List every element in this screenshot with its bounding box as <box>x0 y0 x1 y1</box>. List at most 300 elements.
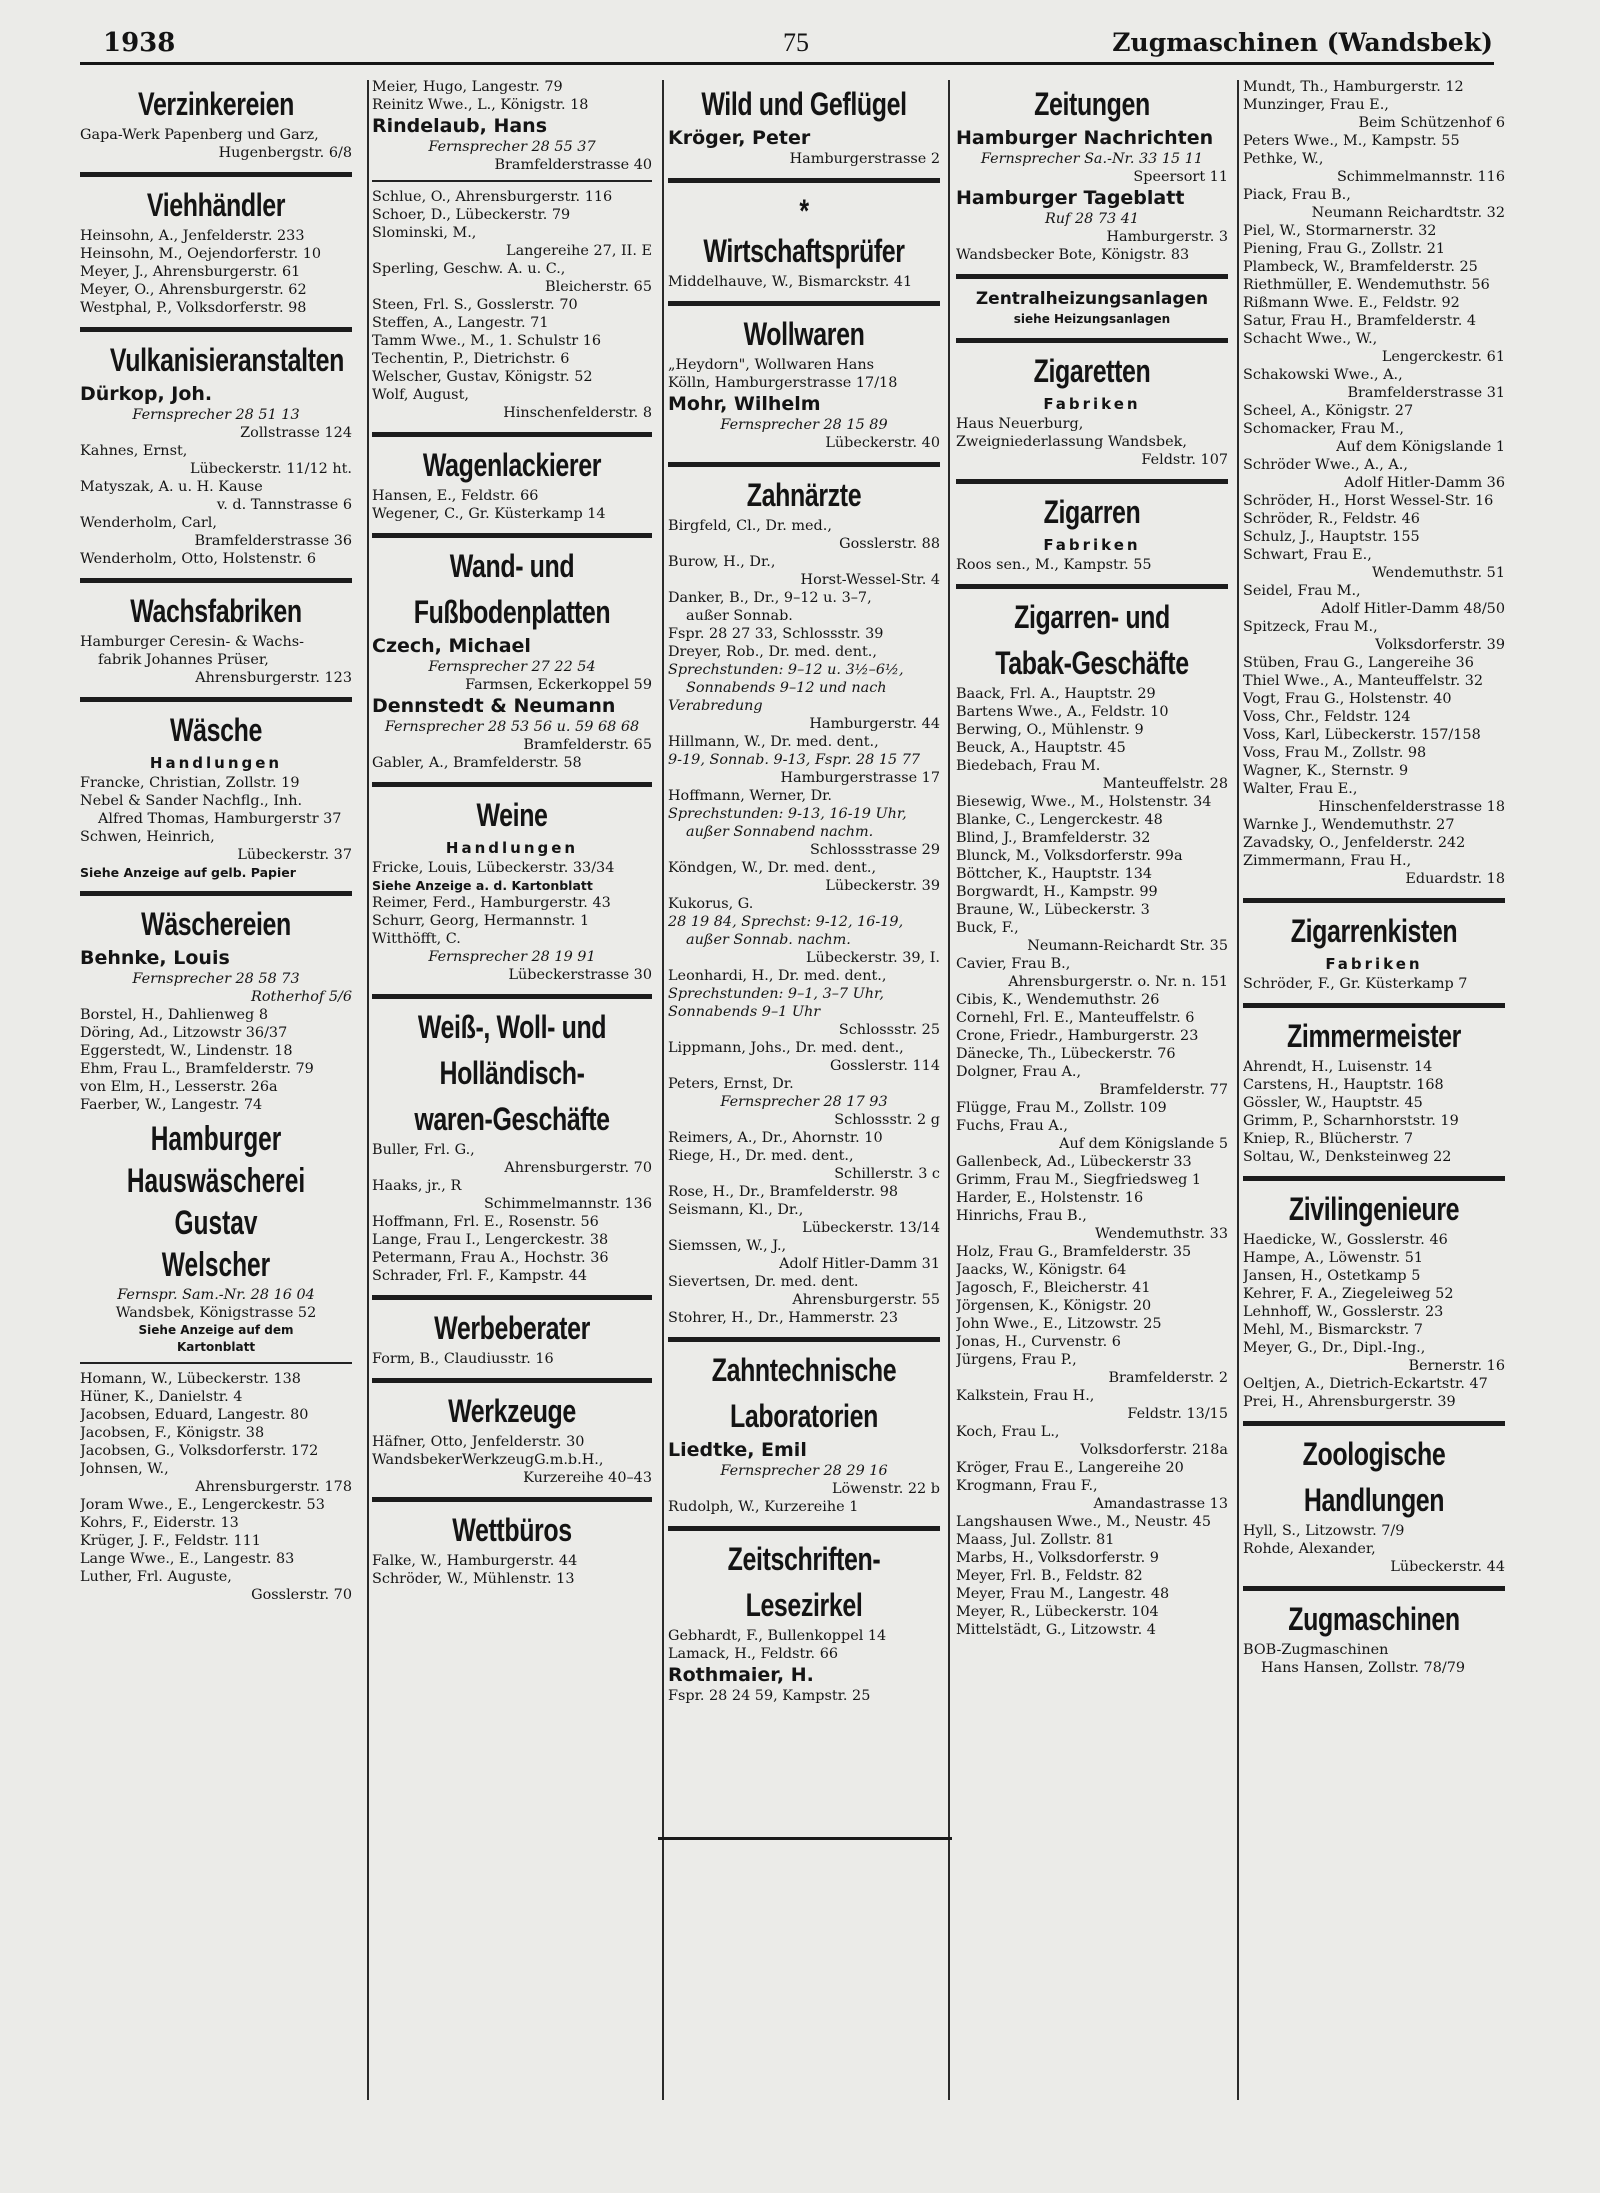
listing-bold: Dürkop, Joh. <box>80 383 213 405</box>
column-5 <box>1243 78 1505 2093</box>
listing-address: Hinschenfelderstrasse 18 <box>1318 799 1505 815</box>
listing: Jaacks, W., Königstr. 64 <box>956 1262 1127 1278</box>
listing: Leonhardi, H., Dr. med. dent., <box>668 968 887 984</box>
listing: Steffen, A., Langestr. 71 <box>372 315 549 331</box>
section-heading: Zoologische <box>1302 1436 1446 1472</box>
listing: Hillmann, W., Dr. med. dent., <box>668 734 879 750</box>
listing: Borstel, H., Dahlienweg 8 <box>80 1007 268 1023</box>
section-rule <box>80 578 352 583</box>
listing: Gallenbeck, Ad., Lübeckerstr 33 <box>956 1154 1192 1170</box>
listing-address: Bernerstr. 16 <box>1408 1358 1505 1374</box>
listing: Faerber, W., Langestr. 74 <box>80 1097 263 1113</box>
listing: Luther, Frl. Auguste, <box>80 1569 232 1585</box>
listing-address: Bramfelderstrasse 36 <box>194 533 352 549</box>
listing: John Wwe., E., Litzowstr. 25 <box>956 1316 1162 1332</box>
listing-address: Langereihe 27, II. E <box>506 243 652 259</box>
section-rule <box>1243 1586 1505 1591</box>
listing: Plambeck, W., Bramfelderstr. 25 <box>1243 259 1478 275</box>
listing: Steen, Frl. S., Gosslerstr. 70 <box>372 297 578 313</box>
listing: Gabler, A., Bramfelderstr. 58 <box>372 755 582 771</box>
section-rule <box>956 479 1228 484</box>
listing-bold: Liedtke, Emil <box>668 1439 807 1461</box>
listing: Wolf, August, <box>372 387 469 403</box>
listing-address: Hinschenfelderstr. 8 <box>503 405 652 421</box>
page-header <box>103 22 1493 66</box>
section-verzinkereien <box>80 84 352 162</box>
listing: Wagner, K., Sternstr. 9 <box>1243 763 1409 779</box>
section-heading: Zeitungen <box>1034 86 1150 122</box>
listing: Warnke J., Wendemuthstr. 27 <box>1243 817 1455 833</box>
section-heading: Zahnärzte <box>746 477 862 513</box>
listing: Jacobsen, Eduard, Langestr. 80 <box>80 1407 309 1423</box>
section-heading: Zimmermeister <box>1287 1018 1461 1054</box>
listing: Riege, H., Dr. med. dent., <box>668 1148 854 1164</box>
column-divider <box>662 80 664 2100</box>
listing-phone: Fernsprecher Sa.-Nr. 33 15 11 <box>980 151 1204 167</box>
header-page-number: 75 <box>783 28 809 57</box>
listing: Johnsen, W., <box>80 1461 169 1477</box>
listing: Lehnhoff, W., Gosslerstr. 23 <box>1243 1304 1444 1320</box>
advert-title: Hamburger <box>150 1120 282 1158</box>
listing: Schoer, D., Lübeckerstr. 79 <box>372 207 571 223</box>
listing-phone: Ruf 28 73 41 <box>1044 211 1140 227</box>
listing: Häfner, Otto, Jenfelderstr. 30 <box>372 1434 585 1450</box>
listing-phone: Fernsprecher 28 17 93 <box>720 1094 888 1110</box>
listing-address: Lübeckerstr. 39, I. <box>805 950 940 966</box>
section-wagenlackierer <box>372 445 652 523</box>
section-heading: Wand- und <box>449 548 575 584</box>
listing: Jürgens, Frau P., <box>956 1352 1077 1368</box>
section-rule <box>1243 898 1505 903</box>
listing: Scheel, A., Königstr. 27 <box>1243 403 1414 419</box>
listing-address: Bramfelderstr. 65 <box>523 737 652 753</box>
listing-address: Löwenstr. 22 b <box>831 1481 940 1497</box>
listing: Lange, Frau I., Lengerckestr. 38 <box>372 1232 609 1248</box>
advert-hauswaescherei <box>80 1118 352 1356</box>
column-divider <box>1237 80 1239 2100</box>
listing: Jacobsen, G., Volksdorferstr. 172 <box>80 1443 319 1459</box>
listing: Spitzeck, Frau M., <box>1243 619 1378 635</box>
listing: Francke, Christian, Zollstr. 19 <box>80 775 300 791</box>
listing-bold: Rindelaub, Hans <box>372 115 548 137</box>
listing: Seismann, Kl., Dr., <box>668 1202 804 1218</box>
section-wollwaren <box>668 314 940 452</box>
section-heading: Weiß-, Woll- und <box>417 1009 607 1045</box>
listing: Walter, Frau E., <box>1243 781 1358 797</box>
section-heading: Zigarren- und <box>1014 599 1170 635</box>
listing: Schurr, Georg, Hermannstr. 1 <box>372 913 590 929</box>
listing: Meyer, O., Ahrensburgerstr. 62 <box>80 282 307 298</box>
listing-bold: Dennstedt & Neumann <box>372 695 616 717</box>
section-rule <box>372 533 652 538</box>
listing: Schröder, F., Gr. Küsterkamp 7 <box>1243 976 1468 992</box>
listing-address: Hamburgerstr. 3 <box>1106 229 1228 245</box>
listing-address: Gosslerstr. 88 <box>839 536 940 552</box>
listing: Meyer, R., Lübeckerstr. 104 <box>956 1604 1159 1620</box>
section-heading: Tabak-Geschäfte <box>995 645 1189 681</box>
listing: Krogmann, Frau F., <box>956 1478 1098 1494</box>
listing: Haus Neuerburg, <box>956 416 1084 432</box>
listing: Welscher, Gustav, Königstr. 52 <box>372 369 593 385</box>
listing: Lamack, H., Feldstr. 66 <box>668 1646 839 1662</box>
listing: Gapa-Werk Papenberg und Garz, <box>80 127 319 143</box>
listing: Rudolph, W., Kurzereihe 1 <box>668 1499 859 1515</box>
listing: Rißmann Wwe. E., Feldstr. 92 <box>1243 295 1460 311</box>
listing-address: Kurzereihe 40–43 <box>523 1470 652 1486</box>
header-year: 1938 <box>103 28 176 58</box>
section-zimmermeister <box>1243 1016 1505 1166</box>
listing: Hans Hansen, Zollstr. 78/79 <box>1261 1660 1466 1676</box>
listing-address: Lübeckerstr. 11/12 ht. <box>189 461 352 477</box>
listing: Schröder, H., Horst Wessel-Str. 16 <box>1243 493 1494 509</box>
section-heading: Laboratorien <box>730 1398 878 1434</box>
section-rule <box>1243 1003 1505 1008</box>
listing-address: Neumann-Reichardt Str. 35 <box>1027 938 1228 954</box>
section-heading: Lesezirkel <box>745 1587 863 1623</box>
listing: Schrader, Frl. F., Kampstr. 44 <box>372 1268 588 1284</box>
section-heading: Zentralheizungsanlagen <box>975 289 1209 309</box>
listing: Burow, H., Dr., <box>668 554 776 570</box>
section-zeitungen <box>956 84 1228 264</box>
listing: Mittelstädt, G., Litzowstr. 4 <box>956 1622 1156 1638</box>
listing: Haaks, jr., R <box>372 1178 462 1194</box>
listing-address: Lübeckerstr. 37 <box>237 847 352 863</box>
listing-address: Schlossstr. 2 g <box>834 1112 940 1128</box>
listing: Kahnes, Ernst, <box>80 443 188 459</box>
column-divider <box>948 80 950 2100</box>
see-reference: siehe Heizungsanlagen <box>1013 312 1171 326</box>
section-rule <box>668 462 940 467</box>
section-zigaretten <box>956 351 1228 469</box>
listing: Krüger, J. F., Feldstr. 111 <box>80 1533 261 1549</box>
listing-hours: außer Sonnabend nachm. <box>686 824 874 840</box>
listing: Piel, W., Stormarnerstr. 32 <box>1243 223 1437 239</box>
listing: Mundt, Th., Hamburgerstr. 12 <box>1243 79 1464 95</box>
section-zeitschriften-lesezirkel <box>668 1539 940 1705</box>
section-rule <box>1243 1176 1505 1181</box>
listing-address: Ahrensburgerstr. 70 <box>504 1160 652 1176</box>
listing: Reinitz Wwe., L., Königstr. 18 <box>372 97 589 113</box>
listing-address: Lübeckerstrasse 30 <box>508 967 652 983</box>
listing: Meier, Hugo, Langestr. 79 <box>372 79 563 95</box>
column-1 <box>80 78 352 2093</box>
listing: Piack, Frau B., <box>1243 187 1351 203</box>
section-heading: Werkzeuge <box>448 1393 576 1429</box>
listing: Jagosch, F., Bleicherstr. 41 <box>956 1280 1151 1296</box>
listing-address: Adolf Hitler-Damm 36 <box>1344 475 1505 491</box>
listing: Schröder Wwe., A., A., <box>1243 457 1408 473</box>
listing-phone: Fernsprecher 28 51 13 <box>132 407 300 423</box>
listing: Pethke, W., <box>1243 151 1324 167</box>
listing: BOB-Zugmaschinen <box>1243 1642 1389 1658</box>
listing-phone: Fernsprecher 28 19 91 <box>428 949 596 965</box>
listing: Schlue, O., Ahrensburgerstr. 116 <box>372 189 613 205</box>
section-heading: Vulkanisieranstalten <box>109 342 344 378</box>
listing: Jacobsen, F., Königstr. 38 <box>80 1425 265 1441</box>
listing: Schröder, R., Feldstr. 46 <box>1243 511 1420 527</box>
listing: Fuchs, Frau A., <box>956 1118 1068 1134</box>
section-heading: Wäschereien <box>141 906 291 942</box>
listing: Schomacker, Frau M., <box>1243 421 1404 437</box>
listing: Fricke, Louis, Lübeckerstr. 33/34 <box>372 860 615 876</box>
section-heading: waren-Geschäfte <box>414 1101 610 1137</box>
listing: Kölln, Hamburgerstrasse 17/18 <box>668 375 898 391</box>
listing-address: Hugenbergstr. 6/8 <box>218 145 352 161</box>
listing-phone: Fernsprecher 28 15 89 <box>720 417 888 433</box>
page-end-rule <box>658 1837 952 1840</box>
section-subheading: Fabriken <box>1325 955 1423 973</box>
listing: Harder, E., Holstenstr. 16 <box>956 1190 1144 1206</box>
listing: Meyer, Frau M., Langestr. 48 <box>956 1586 1170 1602</box>
listing: Gössler, W., Hauptstr. 45 <box>1243 1095 1423 1111</box>
section-rule <box>372 432 652 437</box>
section-heading: Zivilingenieure <box>1288 1191 1460 1227</box>
listing: Riethmüller, E. Wendemuthstr. 56 <box>1243 277 1490 293</box>
listing: Koch, Frau L., <box>956 1424 1060 1440</box>
listing: Hansen, E., Feldstr. 66 <box>372 488 539 504</box>
listing: Holz, Frau G., Bramfelderstr. 35 <box>956 1244 1192 1260</box>
section-zentralheizungsanlagen <box>956 287 1228 328</box>
listing: Siemssen, W., J., <box>668 1238 787 1254</box>
listing-phone: Fernsprecher 28 55 37 <box>428 139 596 155</box>
listing: Biesewig, Wwe., M., Holstenstr. 34 <box>956 794 1212 810</box>
listing: Cavier, Frau B., <box>956 956 1071 972</box>
section-waeschereien-cont <box>80 1370 352 1604</box>
listing-address: Gosslerstr. 70 <box>251 1587 352 1603</box>
header-title: Zugmaschinen (Wandsbek) <box>1112 28 1493 57</box>
listing: Munzinger, Frau E., <box>1243 97 1389 113</box>
see-reference: Siehe Anzeige auf dem <box>138 1323 294 1337</box>
listing: Birgfeld, Cl., Dr. med., <box>668 518 832 534</box>
listing: außer Sonnab. <box>686 608 793 624</box>
section-heading: Wettbüros <box>452 1512 572 1548</box>
section-heading: Wild und Geflügel <box>701 86 907 122</box>
listing: Witthöfft, C. <box>372 931 461 947</box>
listing: Roos sen., M., Kampstr. 55 <box>956 557 1152 573</box>
listing-address: Eduardstr. 18 <box>1405 871 1505 887</box>
listing-hours: Verabredung <box>668 698 763 714</box>
listing: Kniep, R., Blücherstr. 7 <box>1243 1131 1413 1147</box>
listing: Blunck, M., Volksdorferstr. 99a <box>956 848 1183 864</box>
listing: Tamm Wwe., M., 1. Schulstr 16 <box>372 333 602 349</box>
section-heading: Zahntechnische <box>711 1352 897 1388</box>
section-heading: Werbeberater <box>434 1310 590 1346</box>
section-vulkanisieranstalten <box>80 340 352 568</box>
listing: Wenderholm, Carl, <box>80 515 217 531</box>
listing: Buller, Frl. G., <box>372 1142 475 1158</box>
listing: Wenderholm, Otto, Holstenstr. 6 <box>80 551 317 567</box>
section-viehhaendler <box>80 185 352 317</box>
listing-address: Schimmelmannstr. 136 <box>483 1196 652 1212</box>
listing: Kehrer, F. A., Ziegeleiweg 52 <box>1243 1286 1454 1302</box>
listing: Voss, Karl, Lübeckerstr. 157/158 <box>1243 727 1481 743</box>
listing-address: Adolf Hitler-Damm 48/50 <box>1320 601 1505 617</box>
section-heading: Wagenlackierer <box>422 447 602 483</box>
listing: Cornehl, Frl. E., Manteuffelstr. 6 <box>956 1010 1195 1026</box>
column-divider <box>367 80 369 2100</box>
section-rule <box>80 172 352 177</box>
listing-address: Lübeckerstr. 44 <box>1390 1559 1505 1575</box>
section-zahntechnische-laboratorien <box>668 1350 940 1516</box>
listing: Schakowski Wwe., A., <box>1243 367 1403 383</box>
listing: Bartens Wwe., A., Feldstr. 10 <box>956 704 1169 720</box>
section-rule <box>80 697 352 702</box>
listing-hours: Sprechstunden: 9–1, 3–7 Uhr, <box>668 986 884 1002</box>
listing-address: Hamburgerstrasse 17 <box>780 770 940 786</box>
listing: Blind, J., Bramfelderstr. 32 <box>956 830 1151 846</box>
listing: Baack, Frl. A., Hauptstr. 29 <box>956 686 1156 702</box>
section-rule <box>372 1378 652 1383</box>
listing-address: Bramfelderstr. 77 <box>1099 1082 1228 1098</box>
listing: Jörgensen, K., Königstr. 20 <box>956 1298 1152 1314</box>
listing: Meyer, Frl. B., Feldstr. 82 <box>956 1568 1143 1584</box>
listing: Prei, H., Ahrensburgerstr. 39 <box>1243 1394 1456 1410</box>
listing: Köndgen, W., Dr. med. dent., <box>668 860 877 876</box>
see-reference: Kartonblatt <box>176 1340 256 1354</box>
listing: Jonas, H., Curvenstr. 6 <box>956 1334 1121 1350</box>
listing-hours: Sonnabends 9–1 Uhr <box>668 1004 821 1020</box>
section-rule <box>80 891 352 896</box>
section-wild-gefluegel <box>668 84 940 168</box>
listing: Fspr. 28 24 59, Kampstr. 25 <box>668 1688 871 1704</box>
listing: Fspr. 28 27 33, Schlossstr. 39 <box>668 626 884 642</box>
section-heading: Handlungen <box>1303 1482 1445 1518</box>
listing: Dreyer, Rob., Dr. med. dent., <box>668 644 877 660</box>
listing: Lippmann, Johs., Dr. med. dent., <box>668 1040 904 1056</box>
listing: Gebhardt, F., Bullenkoppel 14 <box>668 1628 887 1644</box>
listing: Form, B., Claudiusstr. 16 <box>372 1351 554 1367</box>
section-heading: Wollwaren <box>743 316 865 352</box>
listing-address: Bramfelderstr. 2 <box>1108 1370 1228 1386</box>
listing-address: Hamburgerstrasse 2 <box>789 151 940 167</box>
listing-address: Neumann Reichardtstr. 32 <box>1311 205 1505 221</box>
section-weiss-woll-hollaendisch <box>372 1007 652 1285</box>
listing-address: Schillerstr. 3 c <box>834 1166 940 1182</box>
section-rule <box>668 1337 940 1342</box>
listing: Buck, F., <box>956 920 1019 936</box>
listing-address: Lübeckerstr. 39 <box>825 878 940 894</box>
listing-phone: Fernsprecher 27 22 54 <box>428 659 596 675</box>
listing-address: Bramfelderstrasse 31 <box>1347 385 1505 401</box>
listing: Marbs, H., Volksdorferstr. 9 <box>956 1550 1159 1566</box>
section-rule <box>668 301 940 306</box>
listing: Satur, Frau H., Bramfelderstr. 4 <box>1243 313 1476 329</box>
section-weine <box>372 795 652 984</box>
section-heading: Zigarrenkisten <box>1290 913 1458 949</box>
listing-hours: Sprechstunden: 9–12 u. 3½–6½, <box>668 662 904 678</box>
listing-hours: 28 19 84, Sprechst: 9-12, 16-19, <box>668 914 904 930</box>
listing-address: Ahrensburgerstr. o. Nr. n. 151 <box>1008 974 1228 990</box>
listing: Soltau, W., Denksteinweg 22 <box>1243 1149 1452 1165</box>
section-heading: Zugmaschinen <box>1288 1601 1460 1637</box>
section-heading: Zeitschriften- <box>727 1541 881 1577</box>
listing: Middelhauve, W., Bismarckstr. 41 <box>668 274 913 290</box>
listing: Hoffmann, Frl. E., Rosenstr. 56 <box>372 1214 599 1230</box>
listing: Voss, Frau M., Zollstr. 98 <box>1243 745 1427 761</box>
listing: Stüben, Frau G., Langereihe 36 <box>1243 655 1474 671</box>
listing: Oeltjen, A., Dietrich-Eckartstr. 47 <box>1243 1376 1488 1392</box>
listing: Kalkstein, Frau H., <box>956 1388 1095 1404</box>
listing: Seidel, Frau M., <box>1243 583 1361 599</box>
column-4 <box>956 78 1228 2093</box>
listing: Lange Wwe., E., Langestr. 83 <box>80 1551 295 1567</box>
section-wachsfabriken <box>80 591 352 687</box>
listing-address: Farmsen, Eckerkoppel 59 <box>465 677 652 693</box>
section-werbeberater <box>372 1308 652 1368</box>
listing-address: Lengerckestr. 61 <box>1381 349 1505 365</box>
listing-address: Adolf Hitler-Damm 31 <box>779 1256 940 1272</box>
listing: Hampe, A., Löwenstr. 51 <box>1243 1250 1424 1266</box>
listing: Dänecke, Th., Lübeckerstr. 76 <box>956 1046 1176 1062</box>
listing-address: Bleicherstr. 65 <box>545 279 652 295</box>
listing: Ehm, Frau L., Bramfelderstr. 79 <box>80 1061 314 1077</box>
listing-address: Ahrensburgerstr. 178 <box>195 1479 352 1495</box>
listing: Mehl, M., Bismarckstr. 7 <box>1243 1322 1423 1338</box>
listing: Jansen, H., Ostetkamp 5 <box>1243 1268 1421 1284</box>
listing-address: Bramfelderstrasse 40 <box>494 157 652 173</box>
header-rule <box>80 62 1494 65</box>
listing-hours: außer Sonnab. nachm. <box>686 932 851 948</box>
listing-address: Feldstr. 107 <box>1141 452 1228 468</box>
column-3 <box>668 78 940 2093</box>
section-heading: Weine <box>476 797 548 833</box>
listing-hours: Sonnabends 9–12 und nach <box>686 680 887 696</box>
listing: Meyer, G., Dr., Dipl.-Ing., <box>1243 1340 1426 1356</box>
listing: Schacht Wwe., W., <box>1243 331 1378 347</box>
section-heading: Verzinkereien <box>138 86 294 122</box>
listing-phone: Fernsprecher 28 58 73 <box>132 971 300 987</box>
listing: Böttcher, K., Hauptstr. 134 <box>956 866 1153 882</box>
listing: Peters, Ernst, Dr. <box>668 1076 794 1092</box>
section-rule <box>80 327 352 332</box>
listing-address: Auf dem Königslande 5 <box>1059 1136 1228 1152</box>
listing: Joram Wwe., E., Lengerckestr. 53 <box>80 1497 325 1513</box>
listing: Ahrendt, H., Luisenstr. 14 <box>1243 1059 1433 1075</box>
listing-address: Schlossstrasse 29 <box>809 842 940 858</box>
listing-bold: Czech, Michael <box>372 635 531 657</box>
listing-bold: Hamburger Nachrichten <box>956 127 1214 149</box>
section-rule <box>372 1497 652 1502</box>
listing: Braune, W., Lübeckerstr. 3 <box>956 902 1150 918</box>
listing: Zweigniederlassung Wandsbek, <box>956 434 1187 450</box>
listing: Stohrer, H., Dr., Hammerstr. 23 <box>668 1310 898 1326</box>
listing: Schulz, J., Hauptstr. 155 <box>1243 529 1420 545</box>
listing: Rose, H., Dr., Bramfelderstr. 98 <box>668 1184 899 1200</box>
listing: Nebel & Sander Nachflg., Inh. <box>80 793 303 809</box>
listing: Petermann, Frau A., Hochstr. 36 <box>372 1250 609 1266</box>
listing-address: Schimmelmannstr. 116 <box>1336 169 1505 185</box>
listing: Reimer, Ferd., Hamburgerstr. 43 <box>372 895 611 911</box>
section-heading: Viehhändler <box>146 187 286 223</box>
section-subheading: Fabriken <box>1043 536 1141 554</box>
listing-phone: Fernsprecher 28 53 56 u. 59 68 68 <box>384 719 640 735</box>
listing: Döring, Ad., Litzowstr 36/37 <box>80 1025 288 1041</box>
listing: Kohrs, F., Eiderstr. 13 <box>80 1515 239 1531</box>
section-rule <box>668 178 940 183</box>
section-rule <box>1243 1421 1505 1426</box>
advert-title: Gustav Welscher <box>161 1204 271 1284</box>
listing: Flügge, Frau M., Zollstr. 109 <box>956 1100 1167 1116</box>
section-wettbueros <box>372 1510 652 1588</box>
listing: Alfred Thomas, Hamburgerstr 37 <box>98 811 342 827</box>
listing-address: Auf dem Königslande 1 <box>1336 439 1505 455</box>
listing-address: Volksdorferstr. 218a <box>1080 1442 1228 1458</box>
section-rule <box>372 782 652 787</box>
listing: Heinsohn, A., Jenfelderstr. 233 <box>80 228 305 244</box>
listing: Schröder, W., Mühlenstr. 13 <box>372 1571 575 1587</box>
listing: Schwen, Heinrich, <box>80 829 215 845</box>
section-zoologische-handlungen <box>1243 1434 1505 1576</box>
